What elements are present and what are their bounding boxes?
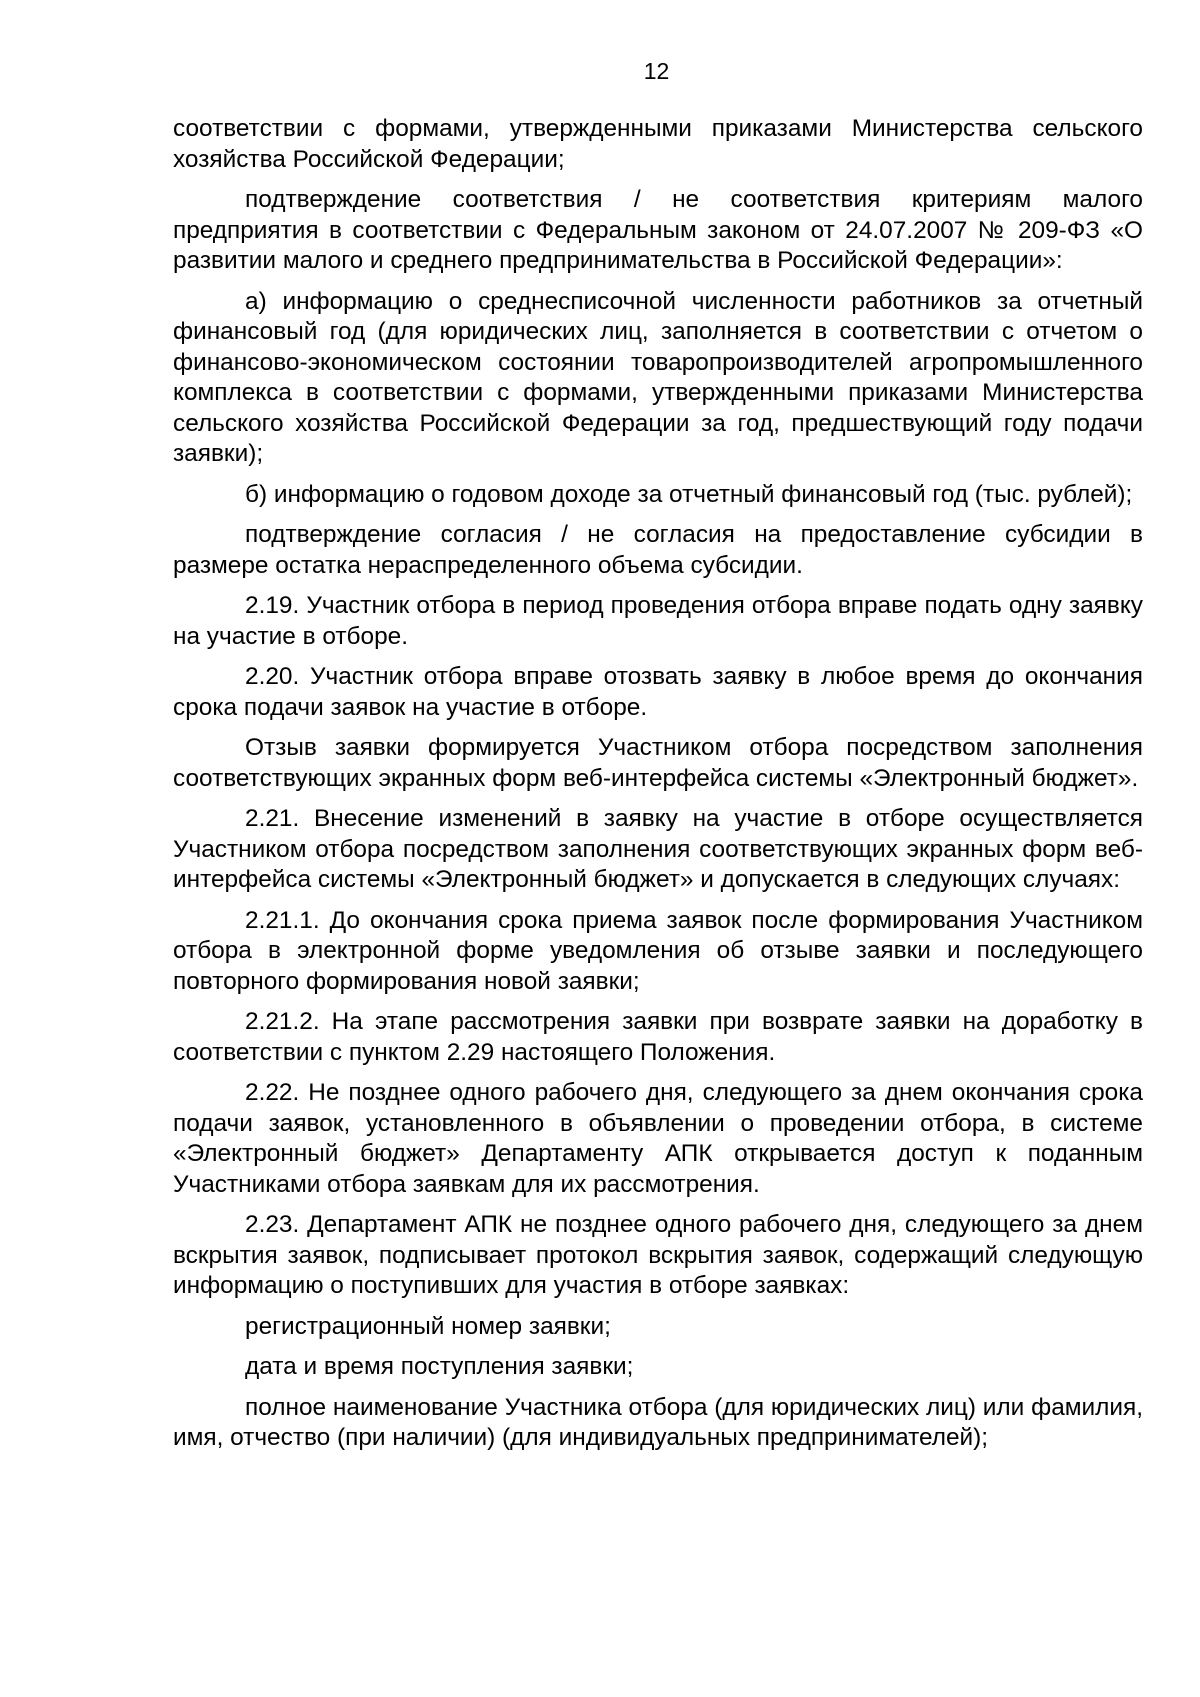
- paragraph-application-withdrawal: Отзыв заявки формируется Участником отбора посредством заполнения соответствующих экранных форм веб-интерфейса системы «Электронный бюджет».: [173, 734, 1143, 792]
- paragraph-2-22: 2.22. Не позднее одного рабочего дня, следующего за днем окончания срока подачи заявок, установленного в объявлении о проведении отбора, в системе «Электронный бюджет» Департаменту АПК открывается доступ к поданным Участниками отбора заявкам для их рассмотрения.: [173, 1079, 1143, 1198]
- page-number: 12: [643, 58, 670, 84]
- paragraph-2-23: 2.23. Департамент АПК не позднее одного рабочего дня, следующего за днем вскрытия заявок, подписывает протокол вскрытия заявок, содержащий следующую информацию о поступивших для участия в отборе заявках:: [173, 1211, 1143, 1299]
- document-body: [173, 114, 1143, 1464]
- list-item-registration-number: регистрационный номер заявки;: [245, 1312, 611, 1340]
- paragraph-2-20: 2.20. Участник отбора вправе отозвать заявку в любое время до окончания срока подачи заявок на участие в отборе.: [173, 663, 1143, 721]
- paragraph-2-21-1: 2.21.1. До окончания срока приема заявок после формирования Участником отбора в электронной форме уведомления об отзыве заявки и последующего повторного формирования новой заявки;: [173, 906, 1143, 995]
- list-item-participant-name: полное наименование Участника отбора (для юридических лиц) или фамилия, имя, отчество (при наличии) (для индивидуальных предпринимателей);: [173, 1393, 1143, 1451]
- list-item-date-time: дата и время поступления заявки;: [245, 1353, 634, 1380]
- paragraph-2-21-2: 2.21.2. На этапе рассмотрения заявки при возврате заявки на доработку в соответствии с пунктом 2.29 настоящего Положения.: [173, 1008, 1143, 1066]
- paragraph-2-21: 2.21. Внесение изменений в заявку на участие в отборе осуществляется Участником отбора посредством заполнения соответствующих экранных форм веб-интерфейса системы «Электронный бюджет» и допускается в следующих случаях:: [173, 805, 1143, 893]
- paragraph-item-a: а) информацию о среднесписочной численности работников за отчетный финансовый год (для юридических лиц, заполняется в соответствии с отчетом о финансово-экономическом состоянии товаропроизводителей агропромышленного комплекса в соответствии с формами, утвержденными приказами Министерства сельского хозяйства Российской Федерации за год, предшествующий году подачи заявки);: [173, 287, 1143, 467]
- paragraph-item-b: б) информацию о годовом доходе за отчетный финансовый год (тыс. рублей);: [245, 480, 1133, 508]
- paragraph-small-business-confirmation: подтверждение соответствия / не соответствия критериям малого предприятия в соответствии с Федеральным законом от 24.07.2007 № 209-ФЗ «О развитии малого и среднего предпринимательства в Российской Федерации»:: [173, 186, 1143, 274]
- paragraph-continuation: соответствии с формами, утвержденными приказами Министерства сельского хозяйства Российской Федерации;: [173, 115, 1143, 173]
- paragraph-2-19: 2.19. Участник отбора в период проведения отбора вправе подать одну заявку на участие в отборе.: [173, 592, 1143, 650]
- paragraph-consent-confirmation: подтверждение согласия / не согласия на предоставление субсидии в размере остатка нераспределенного объема субсидии.: [173, 521, 1143, 579]
